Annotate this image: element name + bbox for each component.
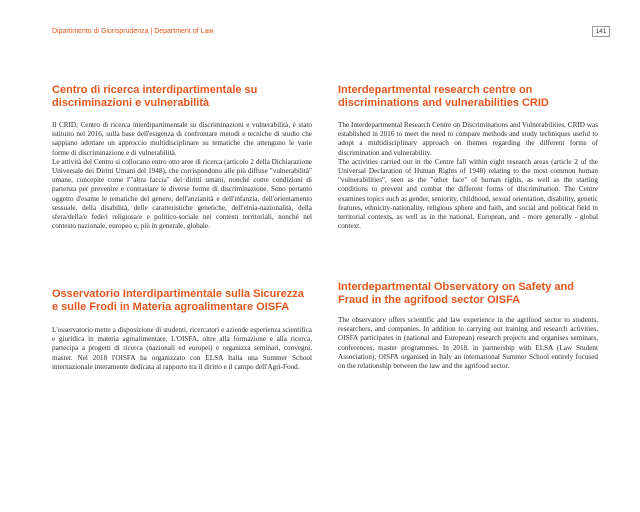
crid-body-en [338,121,598,231]
oisfa-body-it [52,326,312,372]
page-number: 141 [592,26,610,37]
oisfa-title-en: Interdepartmental Observatory on Safety and Fraud in the agrifood sector OISFA [338,281,574,306]
oisfa-title-en-block [338,281,598,306]
crid-paragraph-it-1: Il CRID, Centro di ricerca interdipartimentale su discriminazioni e vulnerabilità, è stato istituito nel 2016, sulla base dell'esigenza di confrontare metodi e tecniche di studio che sappiano adottare un approccio multidisciplinare su tematiche che attengono le varie forme di discriminazione e di vulnerabilità. [52,121,312,157]
oisfa-paragraph-en-1: The observatory offers scientific and law experience in the agrifood sector to students, researchers, and companies. In addition to carrying out training and research activities, OISFA participates in (national and European) research projects and organises seminars, conferences, master programmes. In 2018, in partnership with ELSA (Law Student Association), OISFA organised in Italy an international Summer School entirely focused on the relationship between the law and the agrifood sector. [338,316,598,371]
crid-paragraph-en-1: The Interdepartmental Research Centre on Discriminations and Vulnerabilities, CRID was established in 2016 to meet the need to compare methods and study techniques useful to adopt a multidisciplinary approach on themes regarding the different forms of discrimination and vulnerability. [338,121,598,157]
crid-title-en: Interdepartmental research centre on discriminations and vulnerabilities CRID [338,84,549,109]
crid-title-en-block [338,84,598,109]
crid-title-it: Centro di ricerca interdipartimentale su discriminazioni e vulnerabilità [52,84,258,109]
crid-paragraph-en-2: The activities carried out in the Centre fall within eight research areas (article 2 of the Universal Declaration of Human Rights of 1948) relating to the most common human "vulnerabilities", seen as the "other face" of human rights, as well as the starting conditions to prevent and combat the different forms of discrimination. The Centre examines topics such as gender, seniority, childhood, sexual orientation, disability, genetic features, ethnicity-nationality, religious sphere and faith, and social and political field in territorial contexts, as well as in the national, European, and - more generally - global context. [338,157,598,231]
crid-body-it [52,121,312,231]
oisfa-body-en [338,316,598,371]
crid-title-it-block [52,84,312,109]
oisfa-title-it-block [52,288,312,313]
oisfa-paragraph-it-1: L'osservatorio mette a disposizione di studenti, ricercatori e aziende esperienza scientifica e giuridica in materia agroalimentare. L'OISFA, oltre alla formazione e alla ricerca, partecipa a progetti di ricerca (nazionali ed europei) e organizza seminari, convegni, master. Nel 2018 l'OISFA ha organizzato con ELSA Italia una Summer School internazionale interamente dedicata al rapporto tra il diritto e il campo dell'Agri-Food. [52,326,312,371]
running-head: Dipartimento di Giurisprudenza | Department of Law [52,28,214,35]
oisfa-title-it: Osservatorio Interdipartimentale sulla Sicurezza e sulle Frodi in Materia agroalimentare OISFA [52,288,304,313]
crid-paragraph-it-2: Le attività del Centro si collocano entro otto aree di ricerca (articolo 2 della Dichiarazione Universale dei Diritti Umani del 1948), che corrispondono alle più diffuse "vulnerabilità" umane, concepite come l'"altra faccia" dei diritti umani, nonché come condizioni di partenza per prevenire e contrastare le diverse forme di discriminazione. Sono pertanto oggetto d'esame le tematiche del genere, dell'anzianità e dell'infanzia, dell'orientamento sessuale, della disabilità, delle caratteristiche genetiche, dell'etnia-nazionalità, della sfera/della/e fede/i religiosa/e e politico-sociale nei contesti territoriali, nonché nel contesto nazionale, europeo e, più in generale, globale. [52,157,312,231]
